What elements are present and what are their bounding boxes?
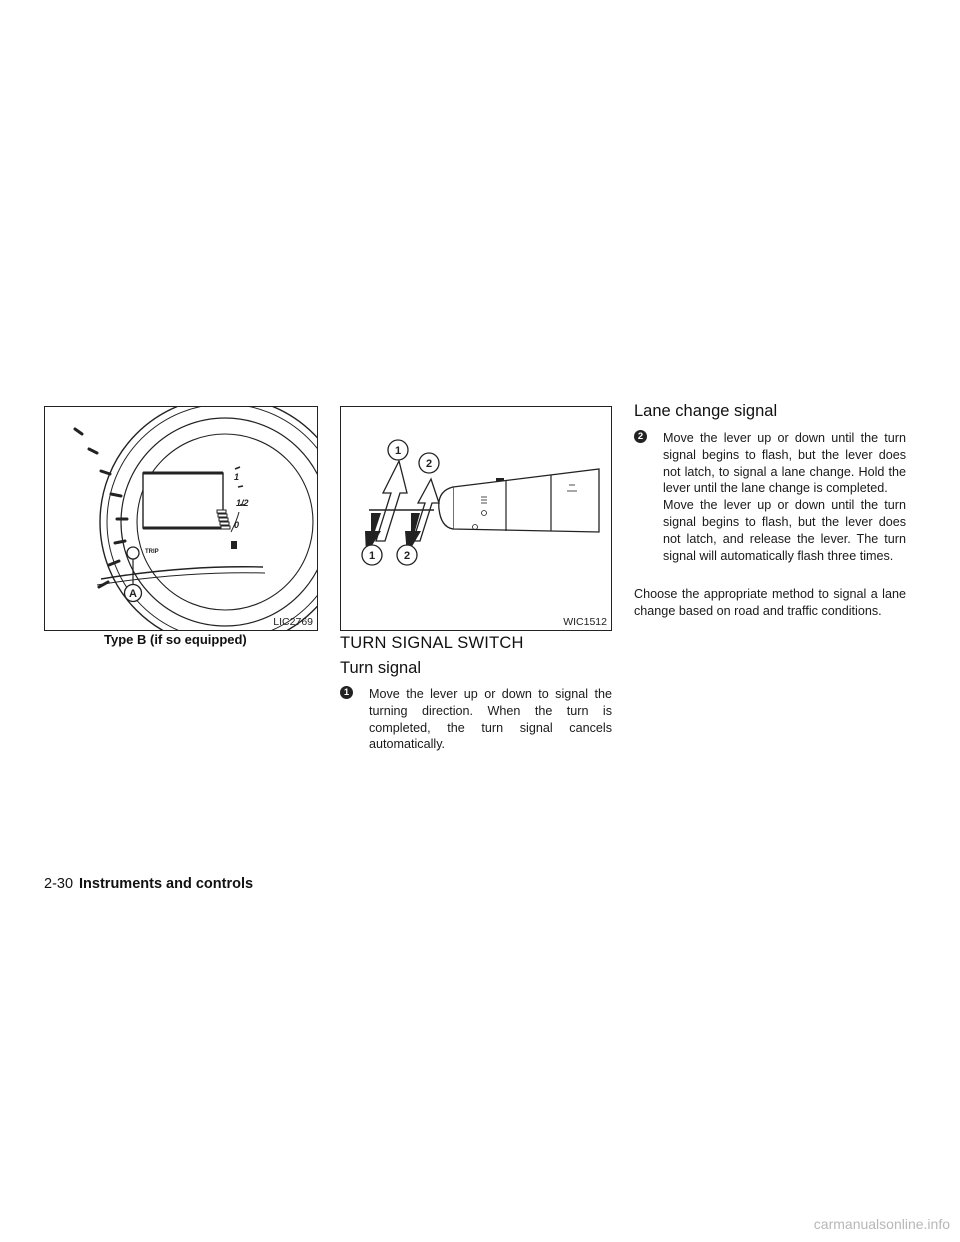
- instrument-cluster-illustration: [45, 407, 318, 631]
- page-footer: [44, 876, 253, 892]
- lane-change-title: Lane change signal: [634, 402, 778, 420]
- section-heading: TURN SIGNAL SWITCH: [340, 634, 524, 652]
- callout-up-1: 1: [394, 445, 402, 457]
- trip-button-icon: [127, 547, 139, 559]
- page-number: 2-30: [44, 876, 74, 892]
- fuel-full-label: 1: [234, 472, 240, 482]
- turn-signal-step: [340, 686, 612, 753]
- section-name: Instruments and controls: [79, 876, 254, 892]
- lane-change-text-1: Move the lever up or down until the turn signal begins to flash, but the lever does not latch, to signal a lane change. Hold the lever until the lane change is completed.: [663, 431, 906, 496]
- fuel-empty-label: 0: [234, 520, 240, 530]
- lane-change-paragraph: Choose the appropriate method to signal a lane change based on road and traffic conditions.: [634, 587, 906, 618]
- lane-change-text-2: Move the lever up or down until the turn signal begins to flash, but the lever does not latch, and release the lever. The turn signal will automatically flash three times.: [663, 498, 906, 563]
- fuel-pump-icon: [231, 541, 237, 549]
- figure-id: LIC2769: [273, 616, 313, 628]
- callout-a-label: A: [129, 588, 137, 600]
- callout-down-2: 2: [403, 550, 411, 562]
- figure-turn-signal-lever: [340, 406, 612, 631]
- lane-change-step: [634, 430, 906, 564]
- step-number-1: 1: [340, 686, 353, 699]
- figure-instrument-cluster: [44, 406, 318, 631]
- trip-label: TRIP: [145, 549, 159, 555]
- lane-change-text: [634, 430, 906, 564]
- arrow-up-1-icon: [376, 461, 407, 541]
- callout-up-2: 2: [425, 458, 433, 470]
- fuel-half-label: 1/2: [236, 498, 249, 508]
- watermark: carmanualsonline.info: [813, 1216, 950, 1232]
- turn-signal-title: Turn signal: [340, 659, 422, 677]
- turn-signal-text: Move the lever up or down to signal the turning direction. When the turn is completed, the turn signal cancels automatically.: [369, 687, 612, 752]
- figure-id: WIC1512: [563, 616, 607, 628]
- step-number-2: 2: [634, 430, 647, 443]
- figure-caption: Type B (if so equipped): [104, 632, 247, 647]
- callout-down-1: 1: [368, 550, 376, 562]
- turn-signal-lever-illustration: [341, 407, 612, 631]
